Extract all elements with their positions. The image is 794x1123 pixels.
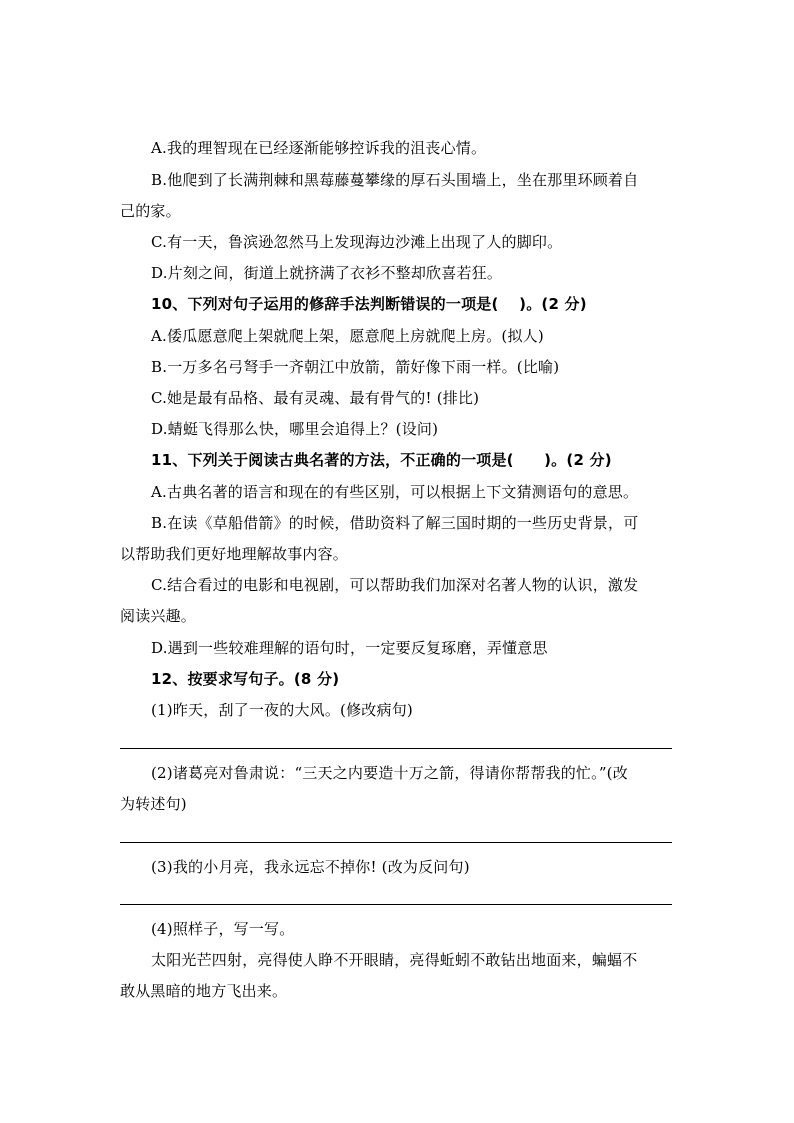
q10-option-a: A.倭瓜愿意爬上架就爬上架，愿意爬上房就爬上房。(拟人) xyxy=(151,327,544,345)
example-sentence-line1: 太阳光芒四射，亮得使人睁不开眼睛，亮得蚯蚓不敢钻出地面来，蝙蝠不 xyxy=(151,951,638,969)
q11-option-c-line1: C.结合看过的电影和电视剧，可以帮助我们加深对名著人物的认识，激发 xyxy=(151,576,639,594)
q11-option-d: D.遇到一些较难理解的语句时，一定要反复琢磨，弄懂意思 xyxy=(151,639,548,657)
q12-sub-1: (1)昨天，刮了一夜的大风。(修改病句) xyxy=(151,701,413,719)
q12-sub-2-line2: 为转述句) xyxy=(120,795,187,813)
q9-option-c: C.有一天，鲁滨逊忽然马上发现海边沙滩上出现了人的脚印。 xyxy=(151,233,563,251)
q9-option-d: D.片刻之间，街道上就挤满了衣衫不整却欣喜若狂。 xyxy=(151,264,503,282)
question-12-stem: 12、按要求写句子。(8 分) xyxy=(151,670,340,688)
example-sentence-line2: 敢从黑暗的地方飞出来。 xyxy=(120,982,288,1000)
q12-sub-2-line1: (2)诸葛亮对鲁肃说：“三天之内要造十万之箭，得请你帮帮我的忙。”(改 xyxy=(151,764,628,782)
question-11-stem: 11、下列关于阅读古典名著的方法，不正确的一项是( )。(2 分) xyxy=(151,451,612,469)
q12-sub-4: (4)照样子，写一写。 xyxy=(151,920,295,938)
q9-option-a: A.我的理智现在已经逐渐能够控诉我的沮丧心情。 xyxy=(151,139,487,157)
q10-option-c: C.她是最有品格、最有灵魂、最有骨气的! (排比) xyxy=(151,389,480,407)
answer-line-3[interactable] xyxy=(120,904,672,905)
answer-line-1[interactable] xyxy=(120,748,672,749)
question-10-stem: 10、下列对句子运用的修辞手法判断错误的一项是( )。(2 分) xyxy=(151,295,587,313)
q12-sub-3: (3)我的小月亮，我永远忘不掉你! (改为反问句) xyxy=(151,858,470,876)
q10-option-b: B.一万多名弓弩手一齐朝江中放箭，箭好像下雨一样。(比喻) xyxy=(151,358,560,376)
q11-option-b-line1: B.在读《草船借箭》的时候，借助资料了解三国时期的一些历史背景，可 xyxy=(151,514,639,532)
q11-option-b-line2: 以帮助我们更好地理解故事内容。 xyxy=(120,545,349,563)
answer-line-2[interactable] xyxy=(120,842,672,843)
q9-option-b-line2: 己的家。 xyxy=(120,202,181,220)
q11-option-c-line2: 阅读兴趣。 xyxy=(120,607,197,625)
q10-option-d: D.蜻蜓飞得那么快，哪里会追得上？(设问) xyxy=(151,420,439,438)
q9-option-b-line1: B.他爬到了长满荆棘和黑莓藤蔓攀缘的厚石头围墙上，坐在那里环顾着自 xyxy=(151,171,639,189)
q11-option-a: A.古典名著的语言和现在的有些区别，可以根据上下文猜测语句的意思。 xyxy=(151,483,639,501)
